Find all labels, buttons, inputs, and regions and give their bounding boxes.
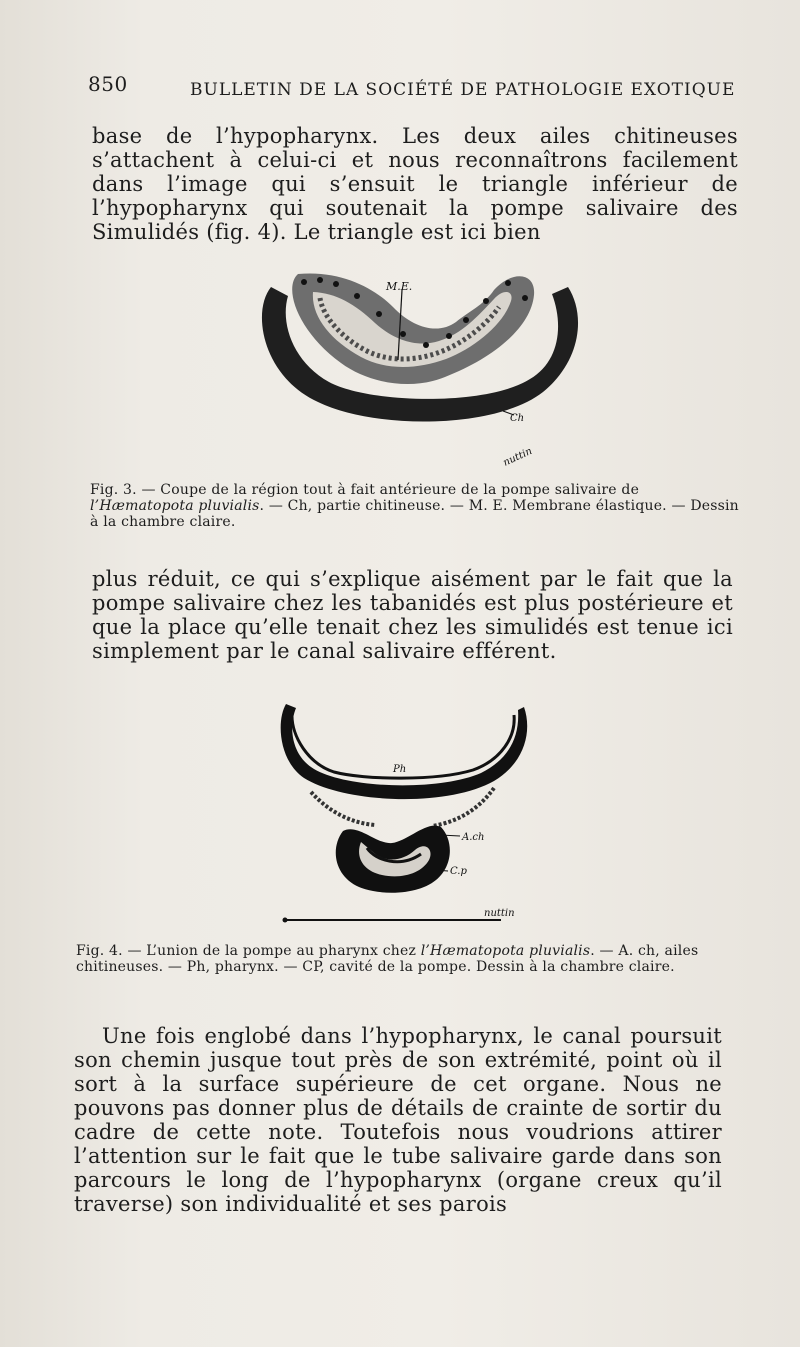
paragraph-text: base de l’hypopharynx. Les deux ailes chitineuses s’attachent à celui-ci et nous reconnaîtrons facilement dans l’image qui s’ensuit le triangle inférieur de l’hypopharynx qui soutenait la pompe salivaire des Simulidés (fig. 4). Le triangle est ici bien	[92, 124, 738, 244]
artist-signature: nuttin	[501, 445, 534, 469]
caption-species: l’Hæmatopota pluvialis	[90, 498, 260, 514]
caption-prefix: Fig. 3. — Coupe de la région tout à fait antérieure de la pompe salivaire de	[90, 482, 640, 498]
cell-nucleus	[505, 280, 511, 286]
chitin-label: Ch	[510, 413, 525, 424]
wings-label: A.ch	[462, 832, 485, 843]
cell-nucleus	[301, 279, 307, 285]
scale-bar-start	[283, 918, 288, 923]
cell-nucleus	[376, 311, 382, 317]
cell-nucleus	[354, 293, 360, 299]
pharynx-label: Ph	[393, 764, 407, 775]
body-paragraph	[92, 567, 733, 663]
page-header	[88, 72, 738, 106]
caption-prefix: Fig. 4. — L’union de la pompe au pharynx chez	[76, 943, 421, 959]
figure-4-drawing	[270, 690, 540, 928]
figure-3-caption	[90, 482, 742, 530]
pump-label: C.p	[450, 866, 467, 877]
caption-species: l’Hæmatopota pluvialis	[420, 943, 591, 959]
pharynx-wall	[281, 704, 528, 799]
caption-suffix: . — A. ch, ailes chitineuses. — Ph, pharynx. — CP, cavité de la pompe. Dessin à la chambre claire.	[76, 943, 699, 975]
figure-4-caption	[76, 943, 730, 975]
body-paragraph	[74, 1024, 722, 1216]
cell-nucleus	[333, 281, 339, 287]
artist-signature: nuttin	[484, 908, 515, 919]
pump-outer	[336, 826, 450, 893]
caption-suffix: . — Ch, partie chitineuse. — M. E. Membrane élastique. — Dessin à la chambre claire.	[90, 498, 739, 530]
cell-nucleus	[483, 298, 489, 304]
running-title: BULLETIN DE LA SOCIÉTÉ DE PATHOLOGIE EXOTIQUE	[190, 80, 736, 100]
paragraph-text: Une fois englobé dans l’hypopharynx, le canal poursuit son chemin jusque tout près de son extrémité, point où il sort à la surface supérieure de cet organe. Nous ne pouvons pas donner plus de détails de crainte de sortir du cadre de cette note. Toutefois nous voudrions attirer l’attention sur le fait que le tube salivaire garde dans son parcours le long de l’hypopharynx (organe creux qu’il traverse) son individualité et ses parois	[74, 1024, 722, 1216]
cell-nucleus	[317, 277, 323, 283]
figure-3-drawing	[248, 252, 598, 470]
membrane-label: M.E.	[386, 280, 413, 293]
cell-nucleus	[423, 342, 429, 348]
cell-nucleus	[522, 295, 528, 301]
cell-nucleus	[463, 317, 469, 323]
cell-nucleus	[446, 333, 452, 339]
cell-nucleus	[400, 331, 406, 337]
page-number: 850	[88, 72, 128, 96]
figure-4-svg	[270, 690, 540, 928]
figure-3-svg	[248, 252, 598, 470]
paragraph-text: plus réduit, ce qui s’explique aisément par le fait que la pompe salivaire chez les tabanidés est plus postérieure et que la place qu’elle tenait chez les simulidés est tenue ici simplement par le canal salivaire efférent.	[92, 567, 733, 663]
body-paragraph	[92, 124, 738, 244]
